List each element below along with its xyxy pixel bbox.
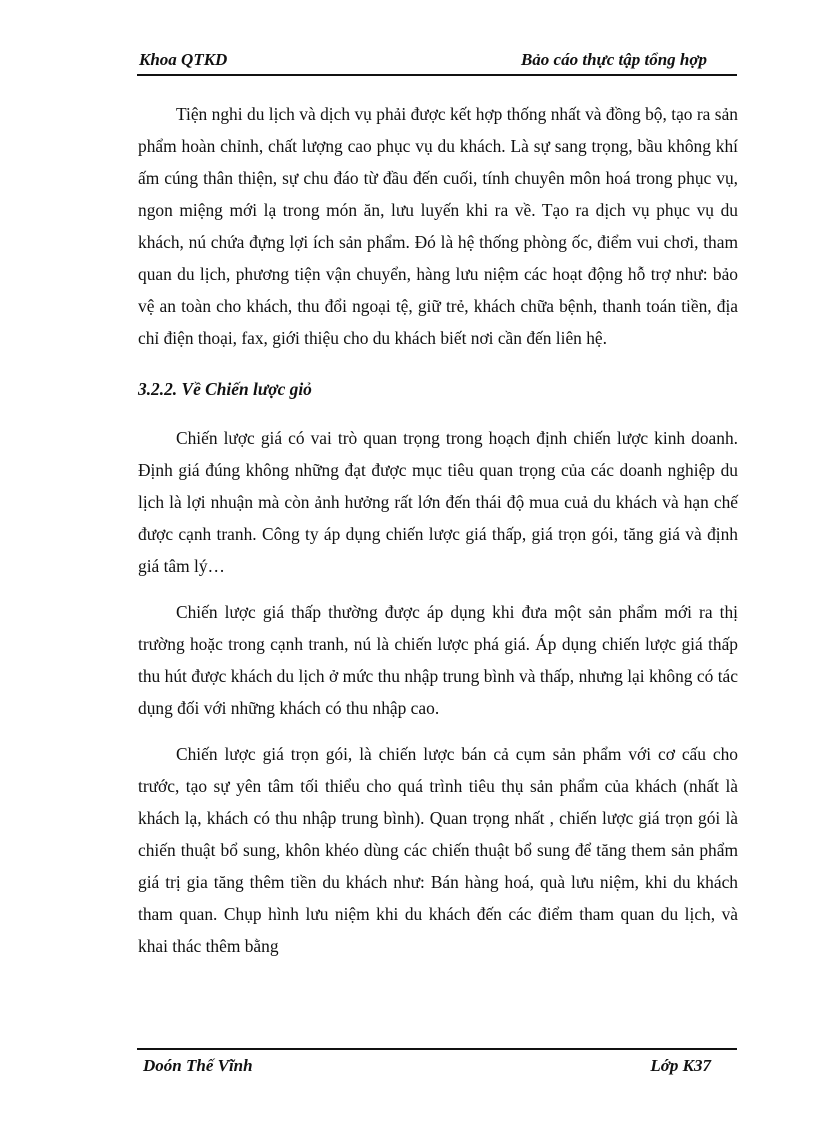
footer-author: Doón Thế Vĩnh (143, 1056, 253, 1075)
page-content (138, 98, 738, 962)
header-department: Khoa QTKD (139, 50, 228, 69)
page-header (137, 46, 737, 76)
header-report-title: Bảo cáo thực tập tổng hợp (520, 50, 707, 69)
page-footer (137, 1048, 737, 1080)
footer-class: Lớp K37 (650, 1056, 711, 1075)
paragraph-amenities: Tiện nghi du lịch và dịch vụ phải được kết hợp thống nhất và đồng bộ, tạo ra sản phẩm hoàn chỉnh, chất lượng cao phục vụ du khách. Là sự sang trọng, bầu không khí ấm cúng thân thiện, sự chu đáo từ đầu đến cuối, tính chuyên môn hoá trong phục vụ, ngon miệng mới lạ trong món ăn, lưu luyến khi ra về. Tạo ra dịch vụ phục vụ du khách, nú chứa đựng lợi ích sản phẩm. Đó là hệ thống phòng ốc, điểm vui chơi, tham quan du lịch, phương tiện vận chuyển, hàng lưu niệm các hoạt động hỗ trợ như: bảo vệ an toàn cho khách, thu đổi ngoại tệ, giữ trẻ, khách chữa bệnh, thanh toán tiền, địa chỉ điện thoại, fax, giới thiệu cho du khách biết nơi cần đến liên hệ. (138, 104, 738, 348)
paragraph-low-price: Chiến lược giá thấp thường được áp dụng khi đưa một sản phẩm mới ra thị trường hoặc trong cạnh tranh, nú là chiến lược phá giá. Áp dụng chiến lược giá thấp thu hút được khách du lịch ở mức thu nhập trung bình và thấp, nhưng lại không có tác dụng đối với những khách có thu nhập cao. (138, 602, 738, 718)
paragraph-package-price: Chiến lược giá trọn gói, là chiến lược bán cả cụm sản phẩm với cơ cấu cho trước, tạo sự yên tâm tối thiểu cho quá trình tiêu thụ sản phẩm của khách (nhất là khách lạ, khách có thu nhập trung bình). Quan trọng nhất , chiến lược giá trọn gói là chiến thuật bổ sung, khôn khéo dùng các chiến thuật bổ sung để tăng them sản phẩm giá trị gia tăng thêm tiền du khách như: Bán hàng hoá, quà lưu niệm, khi du khách tham quan. Chụp hình lưu niệm khi du khách đến các điểm tham quan du lịch, và khai thác thêm bằng (138, 744, 738, 956)
paragraph-pricing-strategy: Chiến lược giá có vai trò quan trọng trong hoạch định chiến lược kinh doanh. Định giá đúng không những đạt được mục tiêu quan trọng của các doanh nghiệp du lịch là lợi nhuận mà còn ảnh hưởng rất lớn đến thái độ mua cuả du khách và hạn chế được cạnh tranh. Công ty áp dụng chiến lược giá thấp, giá trọn gói, tăng giá và định giá tâm lý… (138, 428, 738, 576)
section-heading: 3.2.2. Về Chiến lược giỏ (138, 379, 312, 399)
